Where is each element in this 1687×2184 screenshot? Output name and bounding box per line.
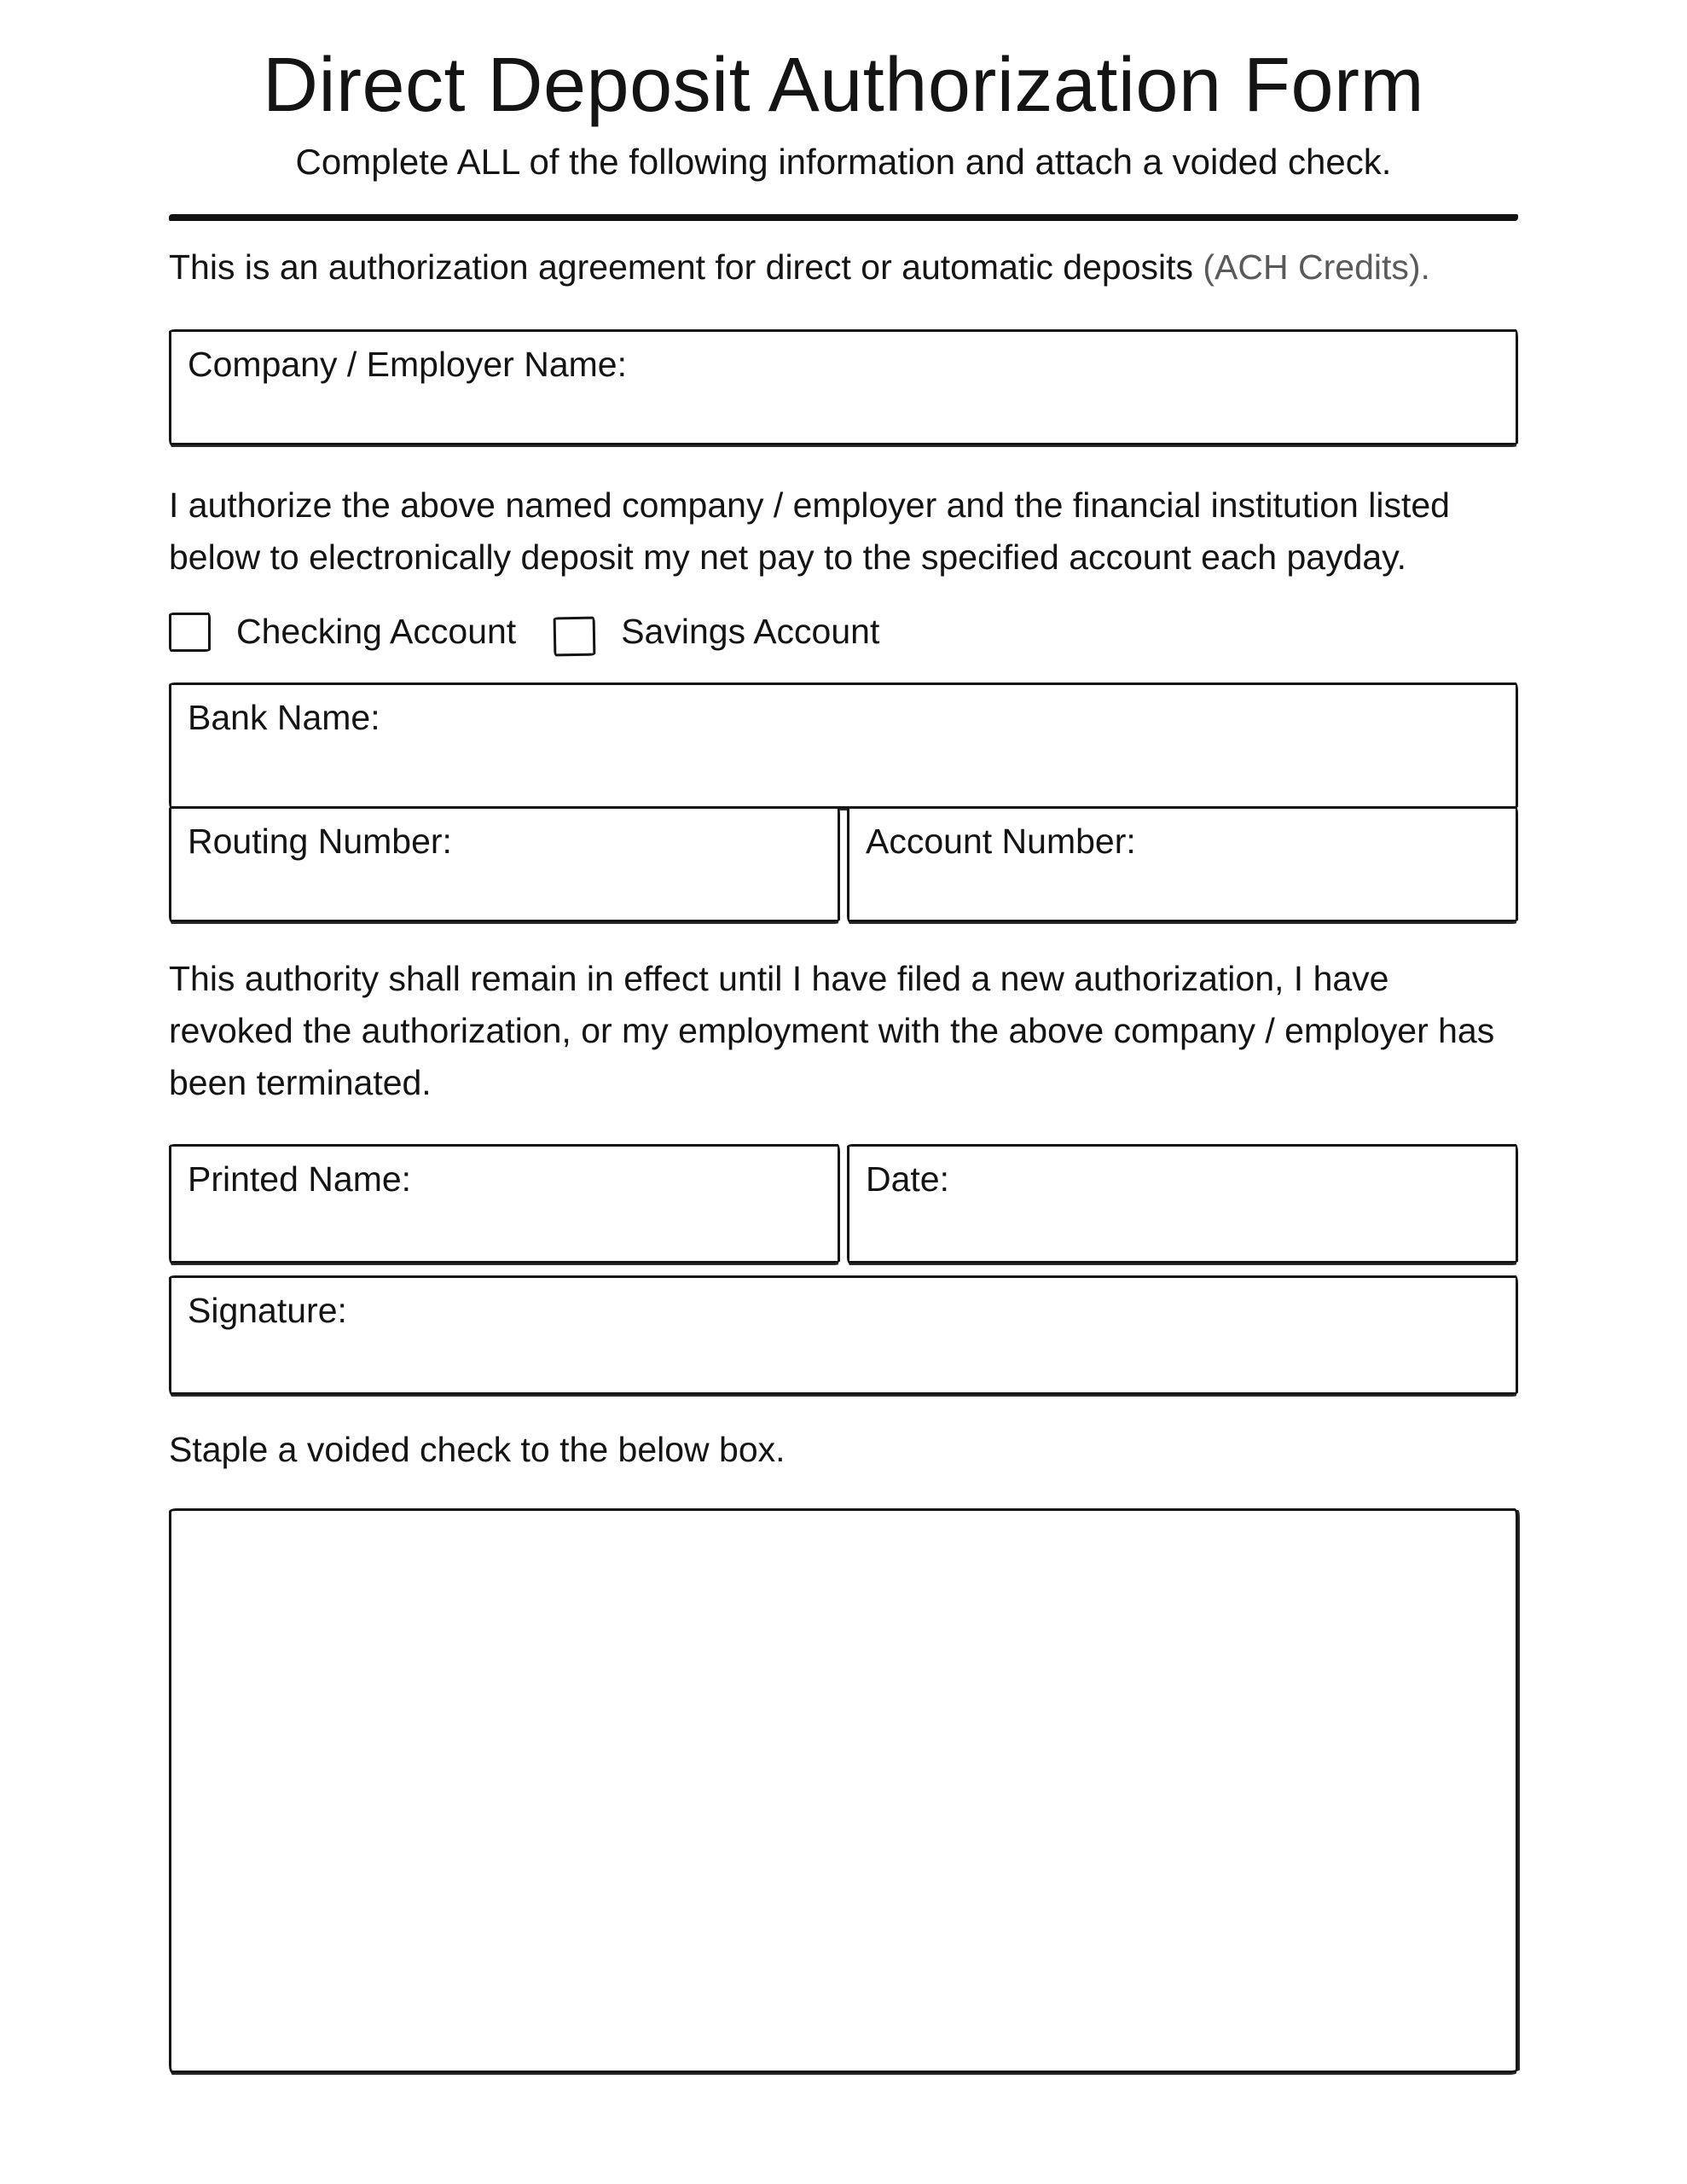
savings-account-label: Savings Account <box>621 612 880 652</box>
form-title: Direct Deposit Authorization Form <box>262 43 1425 128</box>
signature-field[interactable] <box>169 1275 1518 1395</box>
company-employer-name-field[interactable] <box>169 329 1518 445</box>
printed-name-label: Printed Name: <box>188 1159 412 1199</box>
form-subtitle: Complete ALL of the following information and attach a voided check. <box>295 142 1392 182</box>
voided-check-box <box>169 1508 1518 2073</box>
date-field[interactable] <box>847 1144 1518 1263</box>
intro-text <box>169 241 1518 293</box>
checking-account-label: Checking Account <box>236 612 517 652</box>
intro-text-main: This is an authorization agreement for direct or automatic deposits <box>169 247 1203 288</box>
authority-statement: This authority shall remain in effect until I have filed a new authorization, I have revoked the authorization, or my employment with the above company / employer has been terminated. <box>169 959 1495 1102</box>
routing-number-field[interactable] <box>169 806 840 922</box>
signature-label: Signature: <box>188 1291 347 1331</box>
bank-name-label: Bank Name: <box>188 698 380 738</box>
savings-account-checkbox[interactable] <box>554 616 596 656</box>
header-divider <box>169 214 1518 221</box>
company-employer-name-label: Company / Employer Name: <box>188 345 627 385</box>
checking-account-checkbox[interactable] <box>169 613 211 652</box>
routing-number-label: Routing Number: <box>188 822 452 862</box>
date-label: Date: <box>866 1159 949 1199</box>
printed-name-field[interactable] <box>169 1144 840 1263</box>
staple-instruction: Staple a voided check to the below box. <box>169 1430 786 1470</box>
account-number-label: Account Number: <box>866 822 1136 862</box>
bank-name-field[interactable] <box>169 682 1518 809</box>
authorization-statement: I authorize the above named company / employer and the financial institution listed below to electronically deposit my net pay to the specified account each payday. <box>169 485 1450 577</box>
account-type-options <box>169 612 1518 652</box>
intro-text-paren: (ACH Credits). <box>1203 247 1430 288</box>
routing-account-row <box>169 806 1518 922</box>
account-number-field[interactable] <box>847 806 1518 922</box>
name-date-row <box>169 1144 1518 1263</box>
